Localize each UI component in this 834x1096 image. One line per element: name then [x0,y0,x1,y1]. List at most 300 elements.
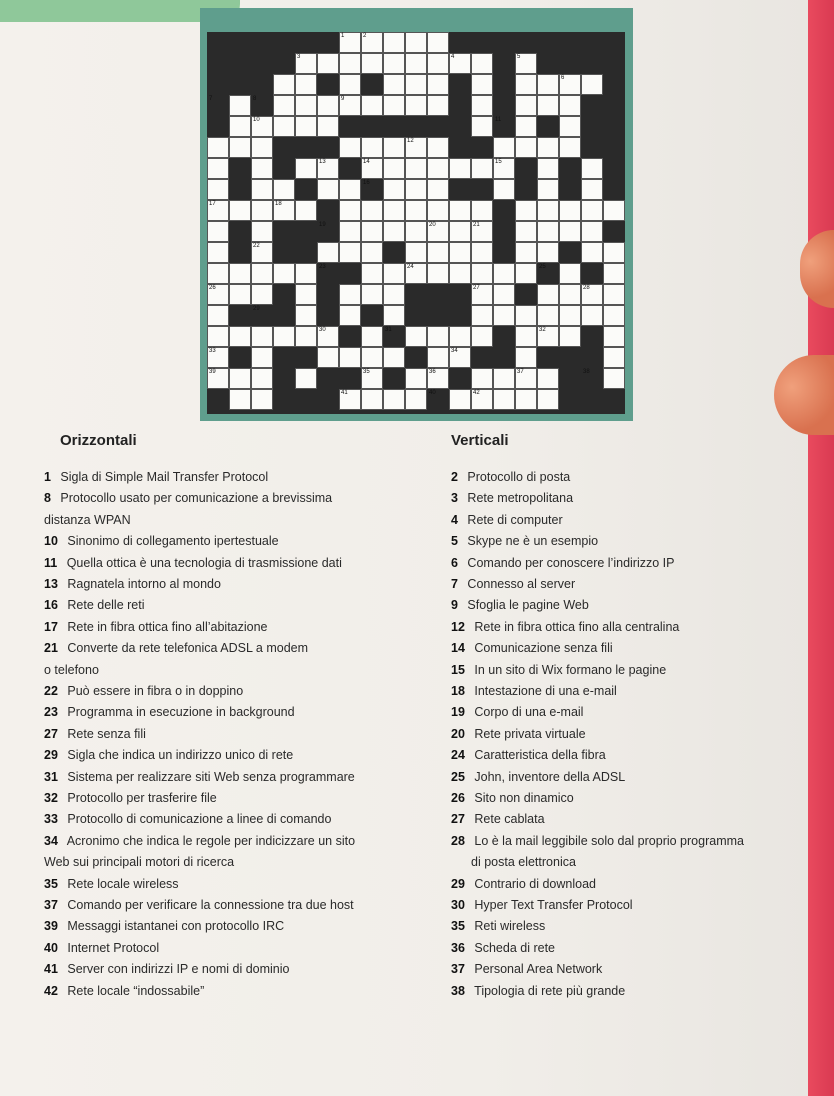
crossword-cell[interactable] [295,200,317,221]
clue-number: 38 [451,983,465,998]
crossword-cell[interactable] [559,263,581,284]
crossword-cell[interactable] [339,242,361,263]
clue-text: Comando per conoscere l’indirizzo IP [463,555,675,570]
clue-line [44,471,268,484]
crossword-clue-number: 15 [495,159,502,165]
clue-number: 11 [44,555,58,570]
crossword-cell[interactable] [471,200,493,221]
clue-number: 42 [44,983,58,998]
crossword-cell[interactable] [251,368,273,389]
crossword-cell[interactable] [427,158,449,179]
crossword-clue-number: 31 [385,327,392,333]
crossword-cell[interactable] [207,305,229,326]
crossword-cell[interactable] [405,242,427,263]
crossword-clue-number: 10 [253,117,260,123]
crossword-cell[interactable] [251,179,273,200]
crossword-cell[interactable] [427,200,449,221]
crossword-cell[interactable] [449,326,471,347]
clue-line [44,771,355,784]
crossword-cell[interactable] [449,263,471,284]
clue-text: Protocollo usato per comunicazione a brevissima [56,491,333,506]
crossword-cell[interactable] [559,200,581,221]
clue-number: 13 [44,577,58,591]
crossword-clue-number: 4 [451,54,455,60]
crossword-cell[interactable] [559,116,581,137]
clue-number: 8 [44,491,51,506]
crossword-cell[interactable] [229,284,251,305]
crossword-cell[interactable] [537,200,559,221]
crossword-cell[interactable] [581,158,603,179]
clue-line [44,835,355,848]
crossword-cell[interactable] [361,221,383,242]
clue-line [44,792,217,805]
crossword-clue-number: 38 [583,369,590,375]
crossword-cell[interactable] [449,221,471,242]
clue-number: 14 [451,641,465,656]
crossword-cell[interactable] [361,284,383,305]
clue-line [451,578,575,591]
crossword-clue-number: 32 [539,327,546,333]
crossword-cell[interactable] [493,137,515,158]
crossword-clue-number: 8 [253,96,257,102]
crossword-cell[interactable] [581,242,603,263]
crossword-cell[interactable] [427,95,449,116]
crossword-cell[interactable] [361,326,383,347]
crossword-cell[interactable] [405,389,427,410]
crossword-cell[interactable] [229,263,251,284]
crossword-clue-number: 14 [363,159,370,165]
crossword-cell[interactable] [449,158,471,179]
crossword-cell[interactable] [581,74,603,95]
clue-line [44,813,331,826]
page-red-edge [808,0,834,1096]
crossword-cell[interactable] [515,305,537,326]
crossword-clue-number: 18 [275,201,282,207]
clue-line [451,878,596,891]
clue-number: 18 [451,684,465,698]
crossword-cell[interactable] [427,53,449,74]
clue-text: Comando per verificare la connessione tra due host [63,898,354,912]
crossword-cell[interactable] [273,326,295,347]
crossword-cell[interactable] [537,284,559,305]
clue-number: 1 [44,470,51,484]
crossword-grid [207,32,625,414]
clue-line [44,557,342,570]
crossword-cell[interactable] [361,389,383,410]
crossword-cell[interactable] [295,263,317,284]
crossword-clue-number: 13 [319,159,326,165]
crossword-cell[interactable] [537,389,559,410]
crossword-cell[interactable] [317,53,339,74]
crossword-cell[interactable] [317,347,339,368]
crossword-cell[interactable] [427,263,449,284]
clue-text: Tipologia di rete più grande [470,983,626,998]
crossword-cell[interactable] [427,242,449,263]
crossword-cell[interactable] [339,74,361,95]
crossword-cell[interactable] [493,389,515,410]
crossword-cell[interactable] [207,263,229,284]
crossword-cell[interactable] [339,179,361,200]
crossword-cell[interactable] [603,263,625,284]
crossword-cell[interactable] [515,389,537,410]
crossword-cell[interactable] [295,326,317,347]
crossword-cell[interactable] [383,347,405,368]
clue-text: Sigla che indica un indirizzo unico di rete [63,748,294,763]
crossword-cell[interactable] [339,200,361,221]
crossword-cell[interactable] [295,158,317,179]
crossword-cell[interactable] [273,179,295,200]
crossword-cell[interactable] [251,200,273,221]
crossword-cell[interactable] [383,137,405,158]
crossword-cell[interactable] [493,305,515,326]
crossword-cell[interactable] [471,116,493,137]
crossword-cell[interactable] [229,368,251,389]
clue-line [451,813,545,826]
crossword-cell[interactable] [207,221,229,242]
crossword-cell[interactable] [515,242,537,263]
crossword-cell[interactable] [295,305,317,326]
clue-number: 7 [451,577,458,591]
crossword-cell[interactable] [295,74,317,95]
crossword-cell[interactable] [251,263,273,284]
crossword-cell[interactable] [251,347,273,368]
clue-line [44,685,243,698]
clue-number: 25 [451,769,465,784]
crossword-cell[interactable] [383,53,405,74]
clue-number: 35 [451,919,465,934]
crossword-cell[interactable] [581,221,603,242]
crossword-clue-number: 24 [407,264,414,270]
crossword-clue-number: 28 [583,285,590,291]
crossword-cell[interactable] [559,326,581,347]
crossword-cell[interactable] [603,347,625,368]
clue-text: Caratteristica della fibra [470,748,606,763]
crossword-clue-number: 42 [473,390,480,396]
crossword-cell[interactable] [581,200,603,221]
clue-line [451,749,606,762]
crossword-cell[interactable] [405,74,427,95]
clue-line [451,706,583,719]
crossword-cell[interactable] [339,137,361,158]
crossword-cell[interactable] [537,368,559,389]
crossword-cell[interactable] [405,158,427,179]
crossword-cell[interactable] [581,179,603,200]
crossword-cell[interactable] [515,263,537,284]
crossword-cell[interactable] [471,305,493,326]
crossword-cell[interactable] [559,305,581,326]
crossword-cell[interactable] [537,74,559,95]
clue-number: 33 [44,812,58,827]
clue-line [44,728,146,741]
crossword-cell[interactable] [405,326,427,347]
crossword-cell[interactable] [229,326,251,347]
crossword-cell[interactable] [405,368,427,389]
crossword-cell[interactable] [427,347,449,368]
crossword-clue-number: 20 [429,222,436,228]
clue-text: Hyper Text Transfer Protocol [470,898,633,912]
clue-text: Programma in esecuzione in background [63,705,295,720]
crossword-clue-number: 11 [495,117,502,123]
clue-line [451,728,586,741]
crossword-clue-number: 23 [319,264,326,270]
clue-line: Web sui principali motori di ricerca [44,855,235,870]
crossword-cell[interactable] [317,179,339,200]
crossword-cell[interactable] [361,53,383,74]
clue-text: Contrario di download [470,876,596,891]
crossword-cell[interactable] [471,326,493,347]
clue-text: Scheda di rete [470,940,555,955]
clue-number: 31 [44,769,58,784]
crossword-cell[interactable] [273,263,295,284]
clue-number: 27 [44,726,58,741]
clue-number: 3 [451,491,458,506]
crossword-cell[interactable] [559,284,581,305]
clue-text: Rete senza fili [63,726,146,741]
crossword-cell[interactable] [537,179,559,200]
clue-line [451,963,602,976]
clue-text: Rete privata virtuale [470,726,586,741]
crossword-cell[interactable] [493,263,515,284]
clue-number: 12 [451,619,465,634]
crossword-cell[interactable] [251,326,273,347]
crossword-cell[interactable] [405,179,427,200]
clue-line [451,535,598,548]
clue-number: 28 [451,833,465,848]
crossword-cell[interactable] [339,305,361,326]
crossword-cell[interactable] [405,95,427,116]
clue-text: Può essere in fibra o in doppino [63,684,244,698]
crossword-cell[interactable] [273,95,295,116]
crossword-cell[interactable] [515,95,537,116]
crossword-cell[interactable] [405,32,427,53]
clue-number: 29 [44,748,58,763]
clue-number: 4 [451,512,458,527]
crossword-clue-number: 33 [209,348,216,354]
clue-text: Rete locale wireless [63,876,179,891]
clue-line [451,985,625,998]
crossword-cell[interactable] [207,242,229,263]
crossword-cell[interactable] [515,347,537,368]
crossword-cell[interactable] [361,95,383,116]
crossword-cell[interactable] [537,158,559,179]
crossword-cell[interactable] [471,242,493,263]
clue-number: 41 [44,962,58,977]
crossword-cell[interactable] [559,137,581,158]
crossword-cell[interactable] [449,200,471,221]
clue-line [451,664,666,677]
crossword-cell[interactable] [405,200,427,221]
clue-number: 6 [451,555,458,570]
crossword-cell[interactable] [449,389,471,410]
crossword-cell[interactable] [273,116,295,137]
crossword-cell[interactable] [603,305,625,326]
clue-line [44,963,289,976]
crossword-clue-number: 40 [429,390,436,396]
crossword-cell[interactable] [295,116,317,137]
crossword-cell[interactable] [471,53,493,74]
crossword-cell[interactable] [537,305,559,326]
crossword-cell[interactable] [515,200,537,221]
crossword-cell[interactable] [207,326,229,347]
crossword-cell[interactable] [251,137,273,158]
crossword-cell[interactable] [229,389,251,410]
crossword-cell[interactable] [515,74,537,95]
crossword-clue-number: 27 [473,285,480,291]
crossword-clue-number: 9 [341,96,345,102]
clue-text: Skype ne è un esempio [463,534,599,549]
clue-line [451,685,617,698]
crossword-cell[interactable] [317,116,339,137]
crossword-cell[interactable] [339,347,361,368]
crossword-cell[interactable] [427,74,449,95]
crossword-cell[interactable] [427,179,449,200]
clue-text: Rete metropolitana [463,491,574,506]
clue-text: John, inventore della ADSL [470,769,626,784]
crossword-cell[interactable] [251,389,273,410]
crossword-cell[interactable] [515,137,537,158]
crossword-clue-number: 21 [473,222,480,228]
crossword-cell[interactable] [339,221,361,242]
crossword-cell[interactable] [361,200,383,221]
clue-text: Comunicazione senza fili [470,641,613,656]
crossword-clue-number: 41 [341,390,348,396]
crossword-clue-number: 36 [429,369,436,375]
clue-line [451,771,625,784]
clue-line [44,920,284,933]
crossword-cell[interactable] [251,221,273,242]
crossword-cell[interactable] [273,74,295,95]
clue-number: 5 [451,534,458,549]
clue-line [451,492,573,505]
clue-number: 20 [451,726,465,741]
clue-text: Server con indirizzi IP e nomi di dominio [63,962,290,977]
crossword-cell[interactable] [207,158,229,179]
crossword-cell[interactable] [229,137,251,158]
crossword-cell[interactable] [317,95,339,116]
crossword-cell[interactable] [493,179,515,200]
crossword-cell[interactable] [493,368,515,389]
clue-number: 10 [44,534,58,549]
crossword-cell[interactable] [361,137,383,158]
crossword-cell[interactable] [405,221,427,242]
crossword-cell[interactable] [383,74,405,95]
crossword-cell[interactable] [207,137,229,158]
clue-text: Intestazione di una e-mail [470,684,617,698]
crossword-cell[interactable] [361,242,383,263]
crossword-clue-number: 3 [297,54,301,60]
crossword-cell[interactable] [339,53,361,74]
crossword-cell[interactable] [383,200,405,221]
crossword-clue-number: 12 [407,138,414,144]
crossword-cell[interactable] [537,242,559,263]
crossword-cell[interactable] [471,263,493,284]
crossword-cell[interactable] [603,284,625,305]
crossword-cell[interactable] [559,221,581,242]
clue-text: Rete delle reti [63,598,145,613]
crossword-cell[interactable] [581,305,603,326]
crossword-cell[interactable] [295,368,317,389]
crossword-cell[interactable] [339,284,361,305]
crossword-cell[interactable] [229,116,251,137]
clue-line: o telefono [44,662,99,677]
crossword-cell[interactable] [383,158,405,179]
crossword-cell[interactable] [471,368,493,389]
clue-line [451,835,744,848]
clue-text: Protocollo per trasferire file [63,791,217,805]
crossword-cell[interactable] [559,95,581,116]
crossword-cell[interactable] [383,179,405,200]
clue-number: 16 [44,598,58,613]
crossword-cell[interactable] [449,242,471,263]
crossword-cell[interactable] [537,137,559,158]
clue-line [451,942,555,955]
crossword-cell[interactable] [383,95,405,116]
crossword-cell[interactable] [427,326,449,347]
crossword-cell[interactable] [383,305,405,326]
clue-text: Sfoglia le pagine Web [463,598,589,613]
crossword-cell[interactable] [471,74,493,95]
crossword-cell[interactable] [317,242,339,263]
crossword-cell[interactable] [383,284,405,305]
clue-line [44,706,295,719]
crossword-cell[interactable] [515,221,537,242]
crossword-cell[interactable] [427,137,449,158]
crossword-cell[interactable] [603,200,625,221]
crossword-cell[interactable] [295,284,317,305]
crossword-cell[interactable] [471,95,493,116]
clue-line [44,942,159,955]
crossword-cell[interactable] [537,95,559,116]
crossword-cell[interactable] [383,263,405,284]
crossword-cell[interactable] [383,32,405,53]
clue-number: 36 [451,940,465,955]
crossword-clue-number: 35 [363,369,370,375]
clue-number: 2 [451,470,458,484]
clue-text: Rete cablata [470,812,545,827]
crossword-cell[interactable] [251,158,273,179]
crossword-cell[interactable] [603,326,625,347]
clue-line [44,535,279,548]
crossword-cell[interactable] [251,284,273,305]
crossword-cell[interactable] [361,263,383,284]
clue-line [451,599,589,612]
crossword-cell[interactable] [427,32,449,53]
crossword-cell[interactable] [361,347,383,368]
crossword-cell[interactable] [515,116,537,137]
crossword-cell[interactable] [383,221,405,242]
crossword-cell[interactable] [537,221,559,242]
crossword-clue-number: 34 [451,348,458,354]
crossword-cell[interactable] [383,389,405,410]
clue-text: Rete in fibra ottica fino alla centralina [470,619,680,634]
crossword-cell[interactable] [471,158,493,179]
crossword-cell[interactable] [229,200,251,221]
crossword-clue-number: 6 [561,75,565,81]
crossword-cell[interactable] [229,95,251,116]
crossword-cell[interactable] [295,95,317,116]
crossword-cell[interactable] [603,242,625,263]
crossword-cell[interactable] [493,284,515,305]
clue-line [44,985,204,998]
crossword-cell[interactable] [515,326,537,347]
crossword-cell[interactable] [207,179,229,200]
crossword-cell[interactable] [603,368,625,389]
clue-text: Rete locale “indossabile” [63,983,205,998]
crossword-clue-number: 1 [341,33,345,39]
clue-text: Corpo di una e-mail [470,705,584,720]
clue-text: Protocollo di posta [463,470,571,484]
crossword-cell[interactable] [405,53,427,74]
